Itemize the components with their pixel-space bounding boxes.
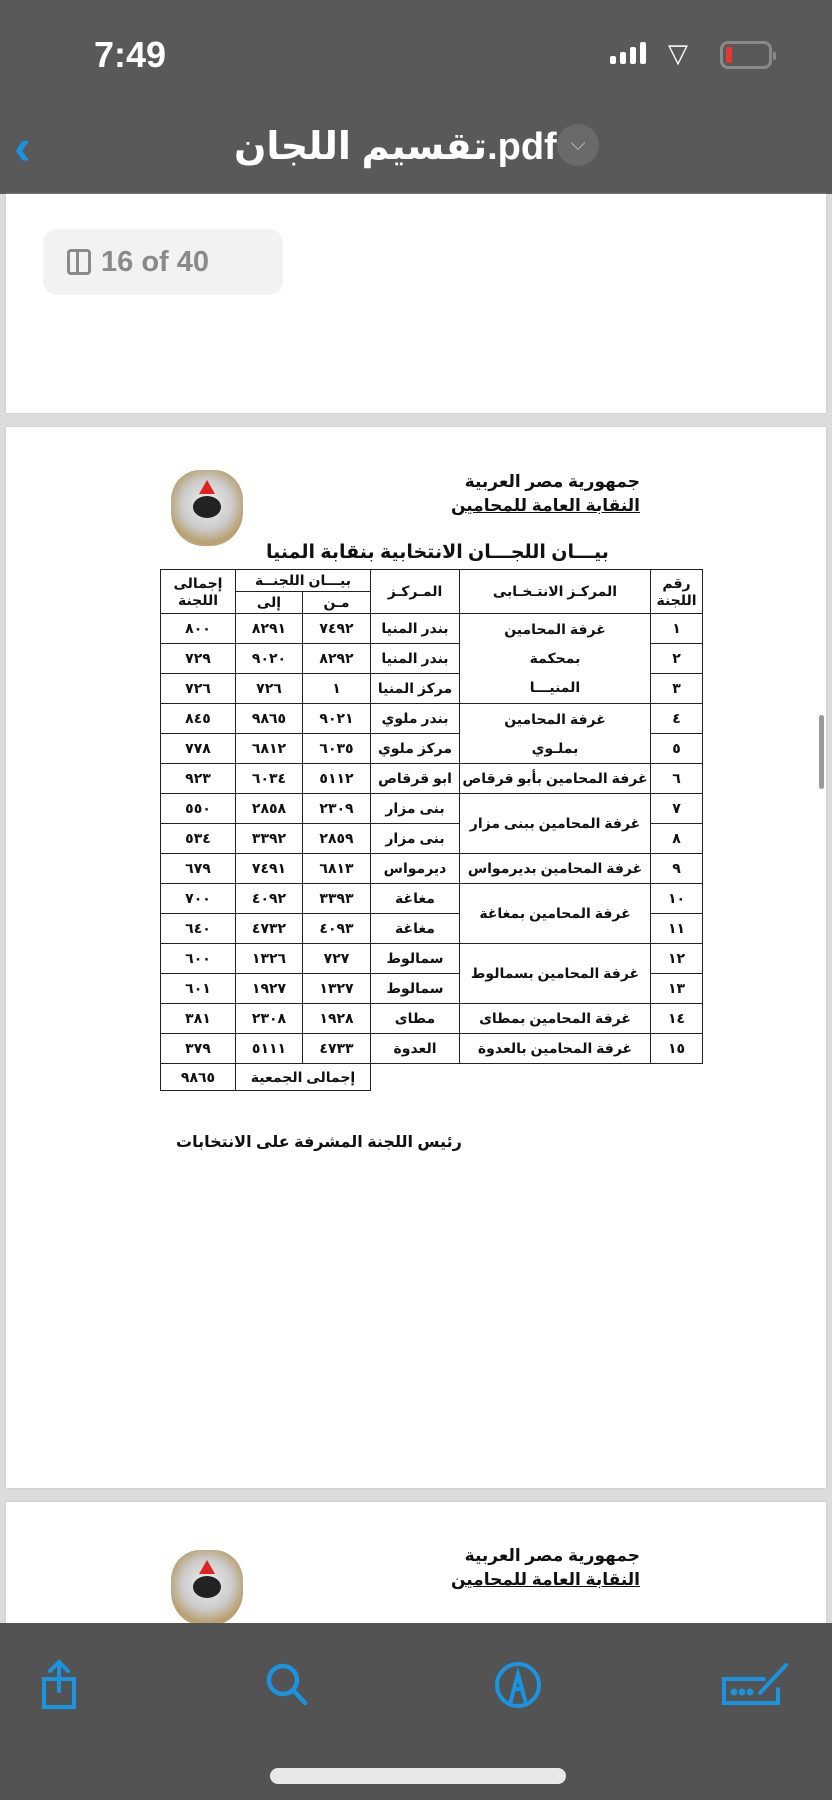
cell-to: ٧٤٩١	[236, 854, 303, 884]
cell-committee-no: ١٢	[651, 944, 703, 974]
cell-total: ٩٢٣	[161, 764, 236, 794]
cell-electoral-center	[460, 854, 651, 884]
cell-committee-no: ١٣	[651, 974, 703, 1004]
cell-electoral-center	[460, 944, 651, 1004]
pdf-page-16	[6, 427, 826, 1488]
cell-from: ٣٣٩٣	[303, 884, 371, 914]
home-indicator[interactable]	[270, 1768, 566, 1784]
cell-committee-no: ٣	[651, 674, 703, 704]
cell-electoral-center	[460, 1034, 651, 1064]
status-bar	[0, 0, 832, 100]
cell-markaz: مطاى	[371, 1004, 460, 1034]
center-label-line: غرفة المحامين ببنى مزار	[469, 815, 641, 831]
sidebar-icon	[67, 249, 91, 275]
org-line-1: جمهورية مصر العربية	[464, 1546, 640, 1565]
cell-from: ٦٠٣٥	[303, 734, 371, 764]
cell-total: ٧٠٠	[161, 884, 236, 914]
cell-to: ٢٣٠٨	[236, 1004, 303, 1034]
cell-electoral-center	[460, 794, 651, 854]
table-row	[161, 764, 703, 794]
cell-total: ٦٤٠	[161, 914, 236, 944]
org-line-2: النقابة العامة للمحامين	[450, 496, 640, 515]
cell-markaz: بندر ملوي	[371, 704, 460, 734]
cell-committee-no: ٦	[651, 764, 703, 794]
center-label	[460, 855, 650, 883]
header-range: بيـــان اللجنــة	[236, 570, 371, 592]
center-label-line: غرفة المحامين بمطاى	[479, 1010, 631, 1026]
page-indicator[interactable]	[43, 229, 283, 295]
form-fill-icon[interactable]	[720, 1659, 792, 1711]
center-label	[460, 1005, 650, 1033]
cell-electoral-center	[460, 764, 651, 794]
cell-committee-no: ٥	[651, 734, 703, 764]
cell-from: ٢٣٠٩	[303, 794, 371, 824]
share-icon[interactable]	[38, 1659, 90, 1711]
cell-from: ٤٧٣٣	[303, 1034, 371, 1064]
center-label-line: غرفة المحامين بالعدوة	[477, 1040, 633, 1056]
header-from: مـن	[303, 592, 371, 614]
header-no: رقم اللجنة	[651, 570, 703, 614]
cell-electoral-center	[460, 614, 651, 704]
cell-committee-no: ٩	[651, 854, 703, 884]
cell-from: ١٩٢٨	[303, 1004, 371, 1034]
cell-from: ٢٨٥٩	[303, 824, 371, 854]
cell-from: ٥١١٢	[303, 764, 371, 794]
cell-to: ٤٧٣٢	[236, 914, 303, 944]
cell-total: ٧٢٦	[161, 674, 236, 704]
table-row	[161, 794, 703, 824]
search-icon[interactable]	[262, 1659, 314, 1711]
pdf-page-15	[6, 194, 826, 413]
cell-to: ٣٣٩٢	[236, 824, 303, 854]
cell-to: ١٣٢٦	[236, 944, 303, 974]
cell-to: ٥١١١	[236, 1034, 303, 1064]
cell-to: ١٩٢٧	[236, 974, 303, 1004]
center-label	[460, 615, 650, 703]
cell-committee-no: ١١	[651, 914, 703, 944]
cell-to: ٨٢٩١	[236, 614, 303, 644]
document-title-heading: بيـــان اللجـــان الانتخابية بنقابة المنيا	[266, 542, 609, 563]
cell-electoral-center	[460, 884, 651, 944]
cell-to: ٢٨٥٨	[236, 794, 303, 824]
center-label-line: غرفة المحامين بأبو قرقاص	[462, 770, 648, 786]
center-label-line: غرفة المحامين	[504, 620, 606, 637]
center-label	[460, 885, 650, 943]
grand-total-label: إجمالى الجمعية	[236, 1064, 371, 1091]
cell-markaz: مغاغة	[371, 914, 460, 944]
center-label-line: غرفة المحامين بسمالوط	[470, 965, 640, 981]
cell-markaz: مركز ملوي	[371, 734, 460, 764]
scrollbar[interactable]	[819, 715, 824, 789]
center-label	[460, 945, 650, 1003]
table-row	[161, 944, 703, 974]
markup-icon[interactable]	[492, 1659, 544, 1711]
nav-bar	[0, 100, 832, 194]
page-indicator-label: 16 of 40	[101, 245, 209, 278]
signal-icon	[610, 42, 646, 64]
empty-cell	[460, 1064, 651, 1091]
cell-electoral-center	[460, 1004, 651, 1034]
table-row	[161, 854, 703, 884]
org-header	[451, 1544, 640, 1592]
cell-total: ٦٠٠	[161, 944, 236, 974]
cell-total: ٨٤٥	[161, 704, 236, 734]
cell-from: ٩٠٢١	[303, 704, 371, 734]
cell-committee-no: ٧	[651, 794, 703, 824]
cell-from: ٧٢٧	[303, 944, 371, 974]
back-button[interactable]: ‹	[14, 119, 31, 175]
cell-committee-no: ١	[651, 614, 703, 644]
header-total: إجمالى اللجنة	[161, 570, 236, 614]
status-time: 7:49	[94, 34, 167, 75]
cell-from: ٧٤٩٢	[303, 614, 371, 644]
org-line-1: جمهورية مصر العربية	[464, 472, 640, 491]
org-line-2: النقابة العامة للمحامين	[450, 1570, 640, 1589]
cell-total: ٣٧٩	[161, 1034, 236, 1064]
center-label-line: غرفة المحامين بمغاغة	[479, 905, 631, 921]
cell-to: ٦٠٣٤	[236, 764, 303, 794]
cell-markaz: ابو قرقاص	[371, 764, 460, 794]
cell-to: ٩٠٢٠	[236, 644, 303, 674]
bottom-toolbar	[0, 1623, 832, 1800]
chevron-down-icon[interactable]: ⌵	[557, 124, 599, 166]
cell-committee-no: ٤	[651, 704, 703, 734]
cell-markaz: بندر المنيا	[371, 644, 460, 674]
cell-electoral-center	[460, 704, 651, 764]
center-label	[460, 765, 650, 793]
cell-markaz: العدوة	[371, 1034, 460, 1064]
cell-to: ٤٠٩٢	[236, 884, 303, 914]
cell-from: ١٣٢٧	[303, 974, 371, 1004]
wifi-icon: ▽	[668, 38, 688, 68]
cell-total: ٥٥٠	[161, 794, 236, 824]
cell-markaz: سمالوط	[371, 944, 460, 974]
committees-table	[160, 569, 703, 1091]
cell-from: ٤٠٩٣	[303, 914, 371, 944]
cell-from: ٨٢٩٢	[303, 644, 371, 674]
header-to: إلى	[236, 592, 303, 614]
lawyers-syndicate-logo	[171, 470, 243, 546]
center-label-line: بمحكمة	[529, 649, 581, 666]
document-title[interactable]: تقسيم اللجان.pdf	[234, 126, 557, 168]
cell-from: ١	[303, 674, 371, 704]
center-label	[460, 705, 650, 763]
cell-markaz: مغاغة	[371, 884, 460, 914]
cell-committee-no: ٢	[651, 644, 703, 674]
table-row	[161, 614, 703, 644]
grand-total-row	[161, 1064, 703, 1091]
cell-total: ٦٧٩	[161, 854, 236, 884]
cell-markaz: ديرمواس	[371, 854, 460, 884]
cell-from: ٦٨١٣	[303, 854, 371, 884]
table-row	[161, 704, 703, 734]
cell-to: ٩٨٦٥	[236, 704, 303, 734]
cell-total: ٨٠٠	[161, 614, 236, 644]
cell-to: ٧٢٦	[236, 674, 303, 704]
table-row	[161, 1004, 703, 1034]
cell-committee-no: ١٤	[651, 1004, 703, 1034]
cell-total: ٧٢٩	[161, 644, 236, 674]
cell-markaz: سمالوط	[371, 974, 460, 1004]
cell-markaz: بنى مزار	[371, 794, 460, 824]
empty-cell	[651, 1064, 703, 1091]
cell-committee-no: ٨	[651, 824, 703, 854]
center-label-line: بملـوي	[531, 739, 579, 756]
lawyers-syndicate-logo	[171, 1550, 243, 1626]
center-label	[460, 795, 650, 853]
cell-committee-no: ١٥	[651, 1034, 703, 1064]
header-markaz: المـركـز	[371, 570, 460, 614]
pdf-page-17	[6, 1502, 826, 1632]
cell-markaz: بندر المنيا	[371, 614, 460, 644]
table-row	[161, 884, 703, 914]
org-header	[451, 470, 640, 518]
empty-cell	[371, 1064, 460, 1091]
center-label-line: غرفة المحامين بديرمواس	[467, 860, 643, 876]
center-label-line: غرفة المحامين	[504, 710, 606, 727]
center-label-line: المنيـــا	[529, 679, 581, 696]
cell-markaz: بنى مزار	[371, 824, 460, 854]
cell-total: ٣٨١	[161, 1004, 236, 1034]
cell-committee-no: ١٠	[651, 884, 703, 914]
table-row	[161, 1034, 703, 1064]
cell-total: ٦٠١	[161, 974, 236, 1004]
battery-icon	[720, 41, 772, 69]
center-label	[460, 1035, 650, 1063]
grand-total-value: ٩٨٦٥	[161, 1064, 236, 1091]
cell-markaz: مركز المنيا	[371, 674, 460, 704]
cell-to: ٦٨١٢	[236, 734, 303, 764]
cell-total: ٥٣٤	[161, 824, 236, 854]
header-center: المركـز الانتـخـابى	[460, 570, 651, 614]
cell-total: ٧٧٨	[161, 734, 236, 764]
signature-line: رئيس اللجنة المشرفة على الانتخابات	[176, 1134, 462, 1151]
